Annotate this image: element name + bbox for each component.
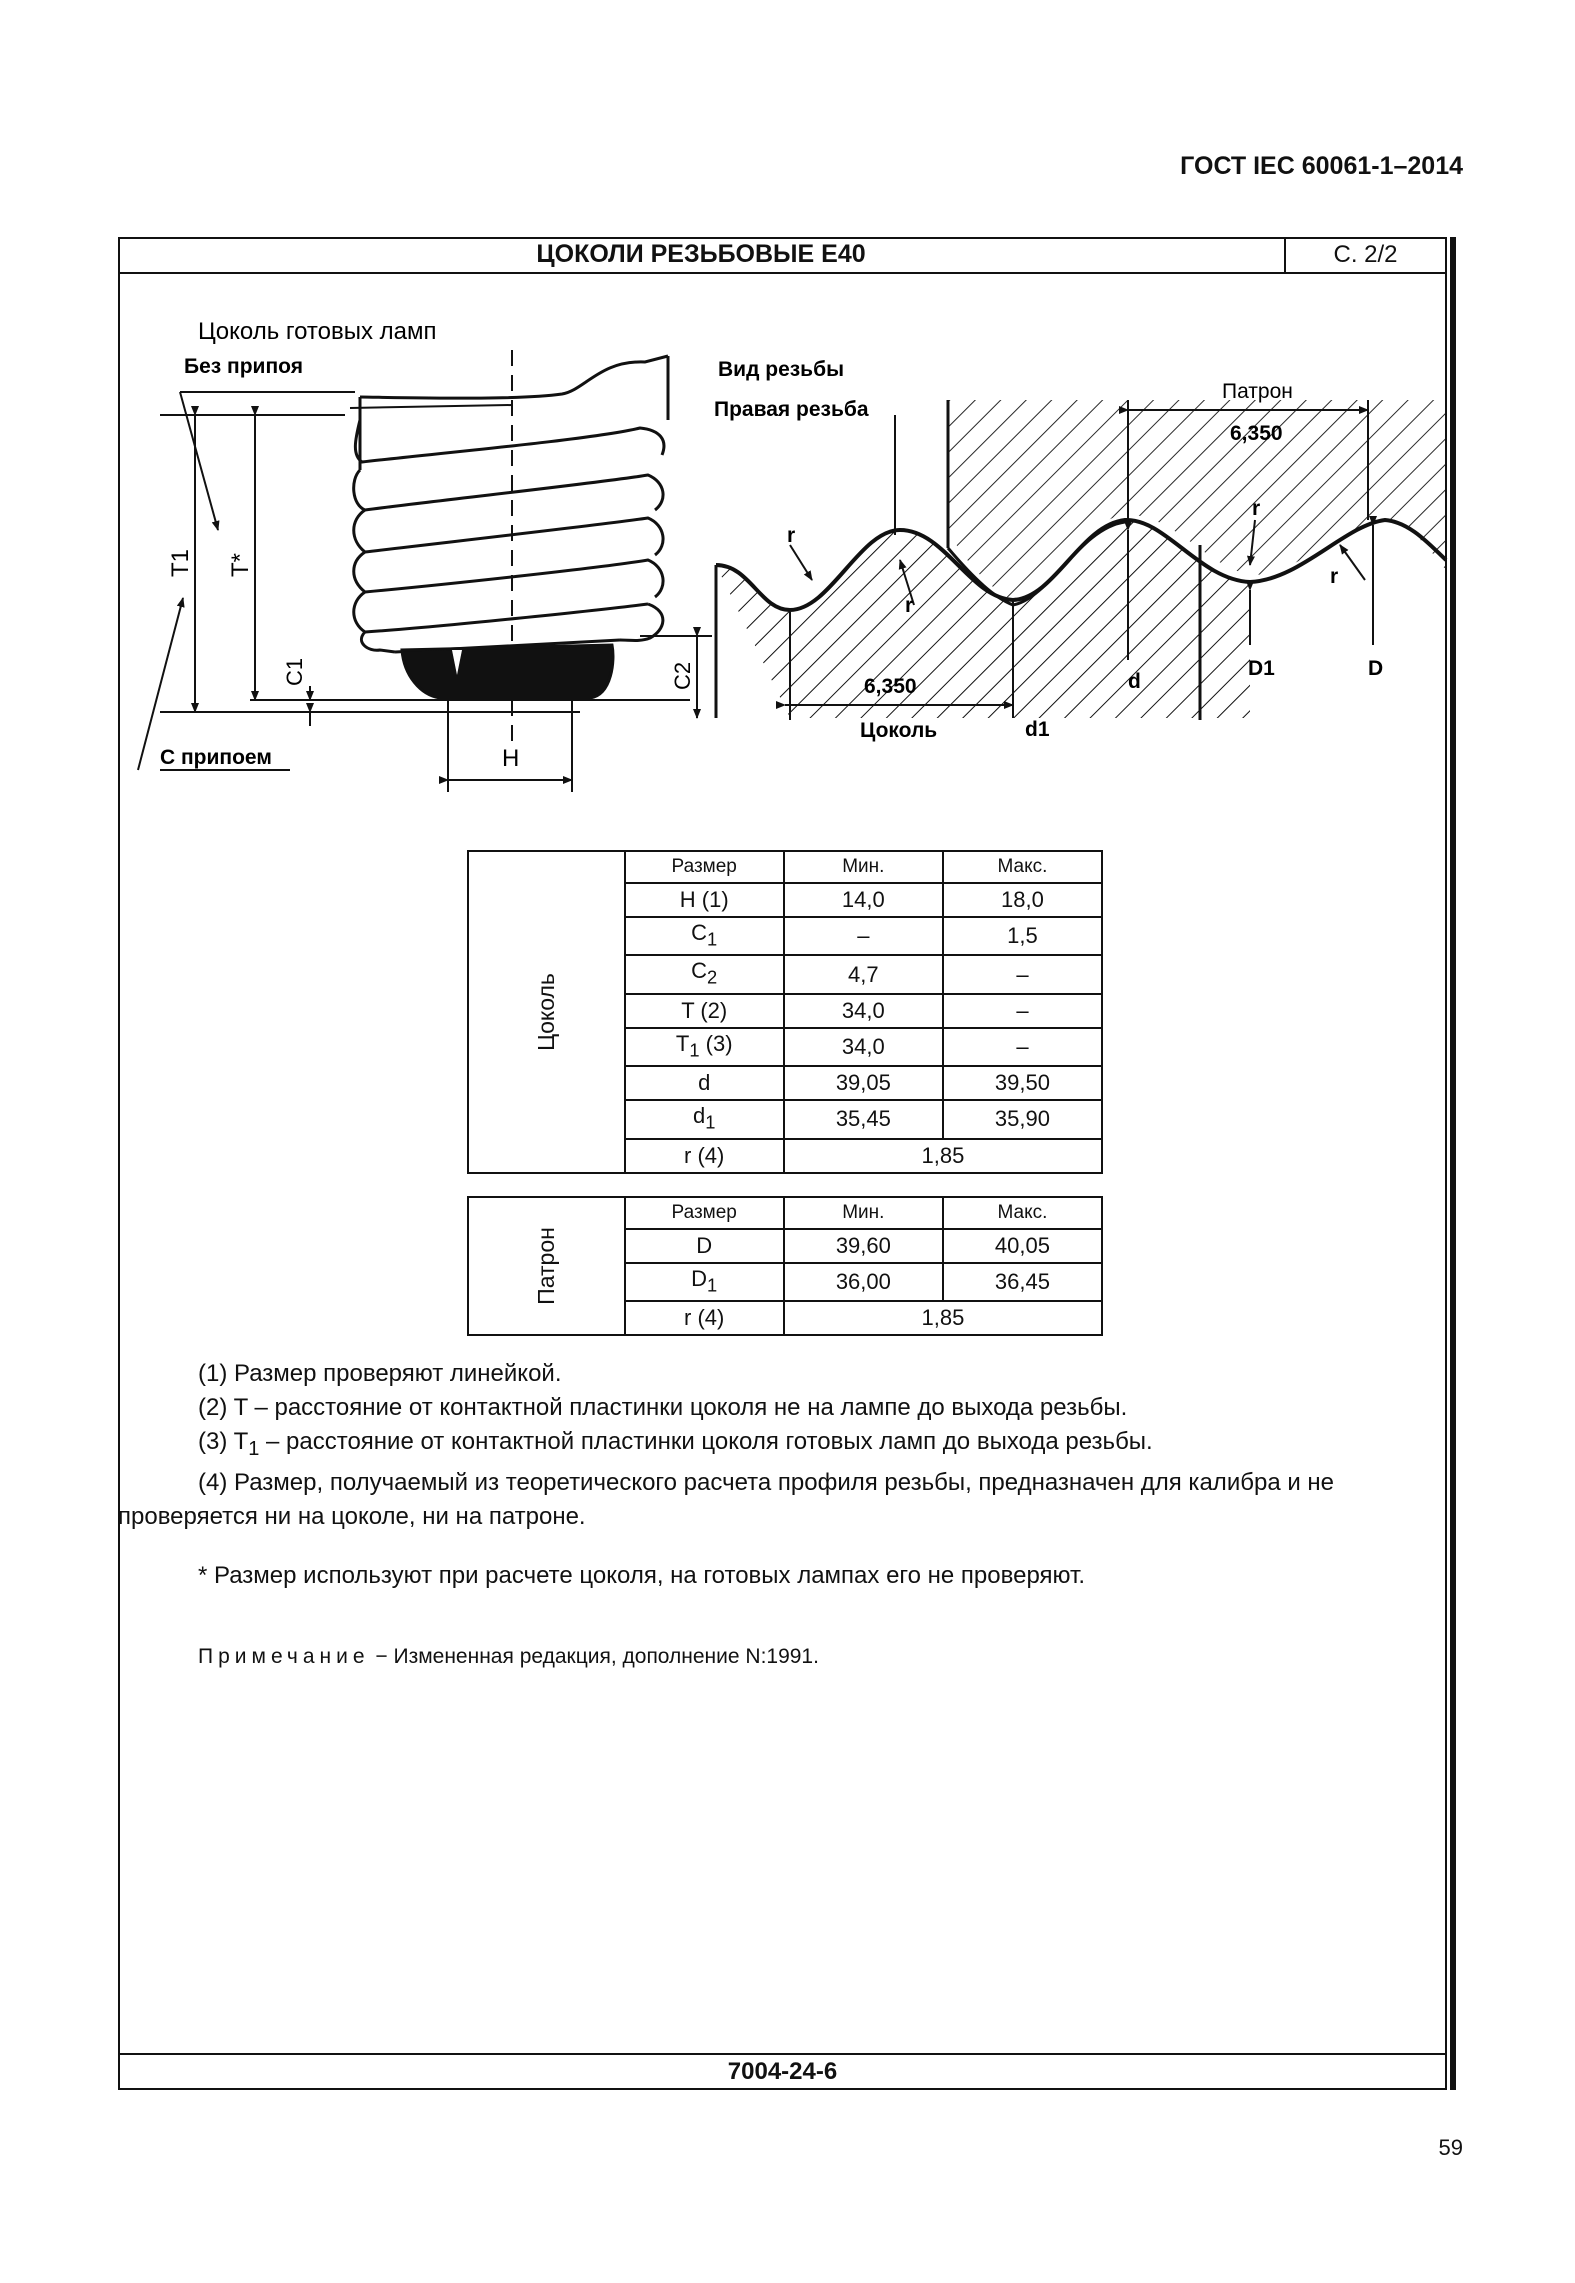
technical-drawing — [0, 0, 1575, 820]
table-row: $C_1$ – 1,5 — [468, 917, 1102, 955]
table-row: $C_2$ 4,7 – — [468, 955, 1102, 993]
header-size: Размер — [625, 1197, 784, 1229]
note-3: (3) $T_1$ – расстояние от контактной пластинки цоколя готовых ламп до выхода резьбы. — [198, 1428, 1153, 1460]
holder-group-cell: Патрон — [468, 1197, 625, 1335]
standard-number: ГОСТ IEC 60061-1–2014 — [1180, 152, 1463, 180]
radius-label-2: r — [905, 594, 914, 617]
header-min: Мин. — [784, 1197, 943, 1229]
sheet-code: 7004-24-6 — [118, 2053, 1447, 2090]
star-note: * Размер используют при расчете цоколя, на готовых лампах его не проверяют. — [198, 1562, 1085, 1589]
dim-c2-label: C2 — [670, 661, 695, 690]
with-solder-label: С припоем — [160, 746, 272, 769]
header-max: Макс. — [943, 851, 1102, 883]
base-caption: Цоколь готовых ламп — [198, 318, 437, 345]
dim-t-star-label: T* — [227, 553, 254, 577]
radius-label-4: r — [1330, 565, 1339, 588]
header-min: Мин. — [784, 851, 943, 883]
table-row: $T_1$ (3) 34,0 – — [468, 1028, 1102, 1066]
radius-label-3: r — [1252, 497, 1261, 520]
header-max: Макс. — [943, 1197, 1102, 1229]
thread-view-label: Вид резьбы — [718, 358, 844, 381]
dim-D-label: D — [1368, 657, 1384, 680]
dim-t1-label: T1 — [167, 548, 194, 577]
radius-label-1: r — [787, 524, 796, 547]
footnotes — [118, 1357, 1440, 1534]
without-solder-label: Без припоя — [184, 355, 303, 378]
table-row: $D_1$ 36,00 36,45 — [468, 1263, 1102, 1301]
table-row: d 39,05 39,50 — [468, 1066, 1102, 1100]
table-row: T (2) 34,0 – — [468, 994, 1102, 1028]
pitch-holder-label: 6,350 — [1230, 422, 1283, 445]
dim-D1-label: D1 — [1248, 657, 1275, 680]
table-row: r (4) 1,85 — [468, 1301, 1102, 1335]
note-remark: Примечание − Измененная редакция, дополнение N:1991. — [198, 1645, 819, 1668]
dim-d-label: d — [1128, 670, 1141, 693]
dim-h-label: H — [502, 745, 520, 772]
note-2: (2) T – расстояние от контактной пластинки цоколя не на лампе до выхода резьбы. — [198, 1394, 1128, 1421]
holder-label: Патрон — [1222, 380, 1293, 403]
sheet-title: ЦОКОЛИ РЕЗЬБОВЫЕ Е40 — [118, 237, 1286, 272]
base-dimensions — [138, 392, 712, 792]
base-group-cell: Цоколь — [468, 851, 625, 1173]
table-row: r (4) 1,85 — [468, 1139, 1102, 1173]
base-profile-label: Цоколь — [860, 719, 938, 742]
table-row: H (1) 14,0 18,0 — [468, 883, 1102, 917]
note-4: (4) Размер, получаемый из теоретического расчета профиля резьбы, предназначен для калибра и не проверяется ни на цоколе, ни на патроне. — [118, 1468, 1335, 1530]
note-1: (1) Размер проверяют линейкой. — [198, 1360, 562, 1387]
page-number: 59 — [1438, 2135, 1463, 2160]
lamp-base-view — [350, 356, 668, 698]
right-thread-label: Правая резьба — [714, 398, 869, 421]
thread-profile — [716, 400, 1446, 720]
pitch-base-label: 6,350 — [864, 675, 917, 698]
dim-c1-label: C1 — [282, 657, 307, 686]
base-dimensions-table — [467, 850, 1103, 1174]
header-size: Размер — [625, 851, 784, 883]
table-row: $d_1$ 35,45 35,90 — [468, 1100, 1102, 1138]
sheet-page: С. 2/2 — [1333, 241, 1398, 268]
holder-dimensions-table — [467, 1196, 1103, 1336]
dim-d1-label: d1 — [1025, 718, 1050, 741]
table-row: D 39,60 40,05 — [468, 1229, 1102, 1263]
